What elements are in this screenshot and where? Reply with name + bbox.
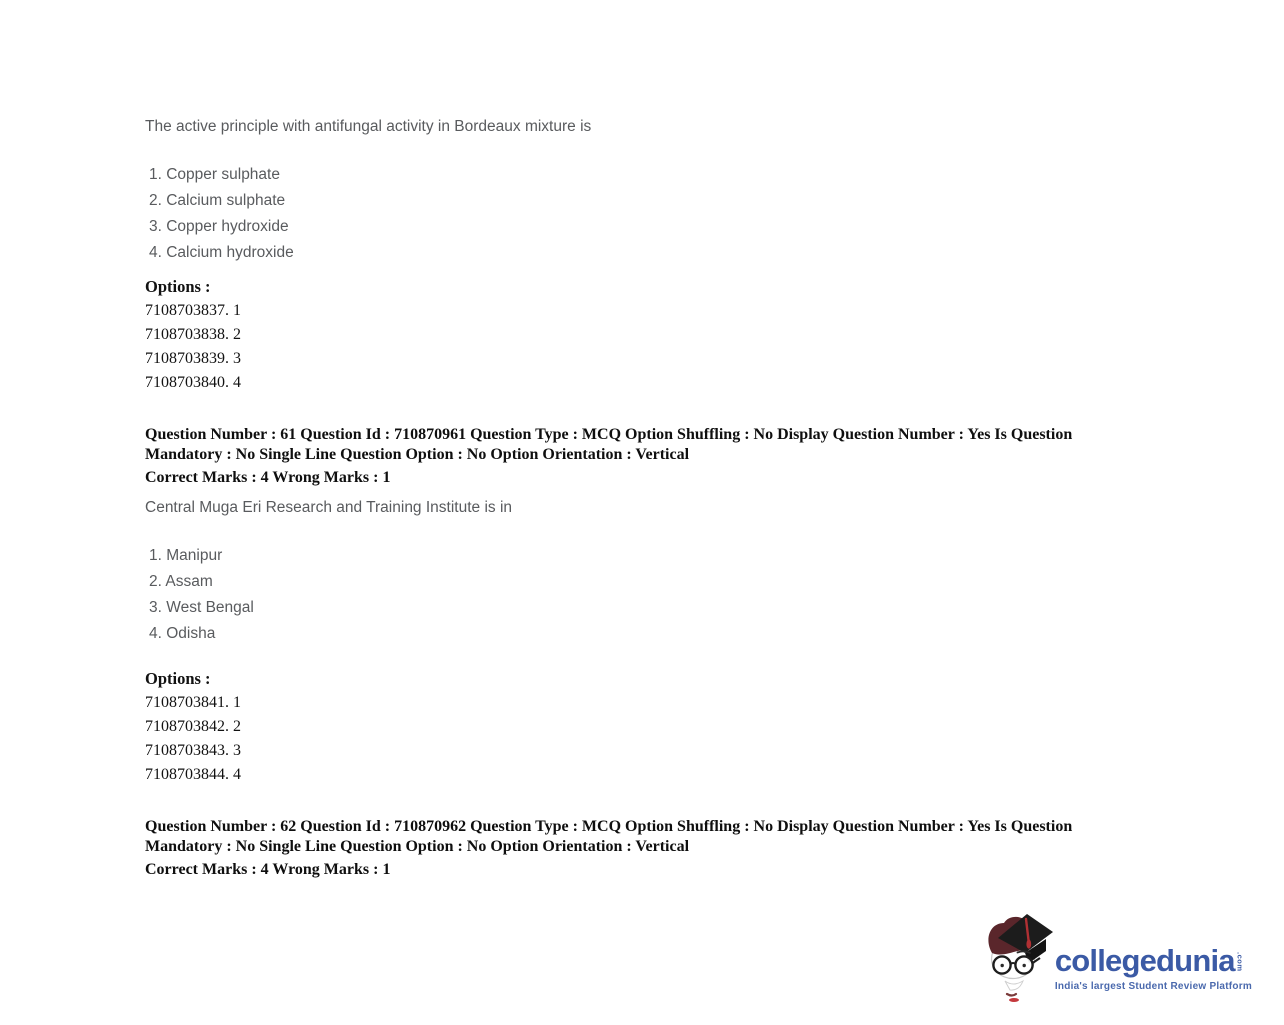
option-id-row: 7108703844. 4 xyxy=(145,766,241,783)
choice-item: 3. Copper hydroxide xyxy=(149,218,289,235)
option-id-row: 7108703837. 1 xyxy=(145,302,241,319)
option-id-row: 7108703842. 2 xyxy=(145,718,241,735)
question-block-61 xyxy=(145,425,1185,787)
collegedunia-logo xyxy=(983,907,1252,1003)
choice-list xyxy=(145,162,1185,266)
choice-item: 4. Calcium hydroxide xyxy=(149,244,294,261)
choice-item: 4. Odisha xyxy=(149,625,216,642)
question-paper-page xyxy=(145,118,1185,879)
question-block-prev xyxy=(145,118,1185,395)
marks-line: Correct Marks : 4 Wrong Marks : 1 xyxy=(145,469,391,486)
question-meta xyxy=(145,817,1185,856)
choice-item: 1. Copper sulphate xyxy=(149,166,280,183)
question-text: The active principle with antifungal activity in Bordeaux mixture is xyxy=(145,118,592,135)
question-meta-line2: Mandatory : No Single Line Question Option : No Option Orientation : Vertical xyxy=(145,837,690,855)
option-id-row: 7108703843. 3 xyxy=(145,742,241,759)
option-id-row: 7108703838. 2 xyxy=(145,326,241,343)
option-id-list xyxy=(145,691,1185,787)
option-id-row: 7108703839. 3 xyxy=(145,350,241,367)
choice-list xyxy=(145,543,1185,647)
brand-tld: .com xyxy=(1235,952,1245,972)
brand-text: collegedunia xyxy=(1054,943,1235,978)
marks-line: Correct Marks : 4 Wrong Marks : 1 xyxy=(145,861,391,878)
option-id-row: 7108703841. 1 xyxy=(145,694,241,711)
option-id-row: 7108703840. 4 xyxy=(145,374,241,391)
collegedunia-mascot-icon xyxy=(983,907,1053,1003)
choice-item: 2. Assam xyxy=(149,573,213,590)
option-id-list xyxy=(145,299,1185,395)
question-meta-line2: Mandatory : No Single Line Question Option : No Option Orientation : Vertical xyxy=(145,445,690,463)
options-heading: Options : xyxy=(145,669,211,688)
question-text: Central Muga Eri Research and Training Institute is in xyxy=(145,499,513,516)
choice-item: 1. Manipur xyxy=(149,547,223,564)
logo-text xyxy=(1055,918,1252,992)
choice-item: 3. West Bengal xyxy=(149,599,254,616)
question-meta-line1: Question Number : 61 Question Id : 710870961 Question Type : MCQ Option Shuffling : No Display Question Number : Yes Is Question xyxy=(145,426,1073,443)
brand-tagline: India's largest Student Review Platform xyxy=(1054,981,1252,992)
question-meta xyxy=(145,425,1185,464)
options-heading: Options : xyxy=(145,277,211,296)
question-meta-line1: Question Number : 62 Question Id : 710870962 Question Type : MCQ Option Shuffling : No Display Question Number : Yes Is Question xyxy=(145,818,1073,835)
choice-item: 2. Calcium sulphate xyxy=(149,192,286,209)
question-block-62 xyxy=(145,817,1185,879)
